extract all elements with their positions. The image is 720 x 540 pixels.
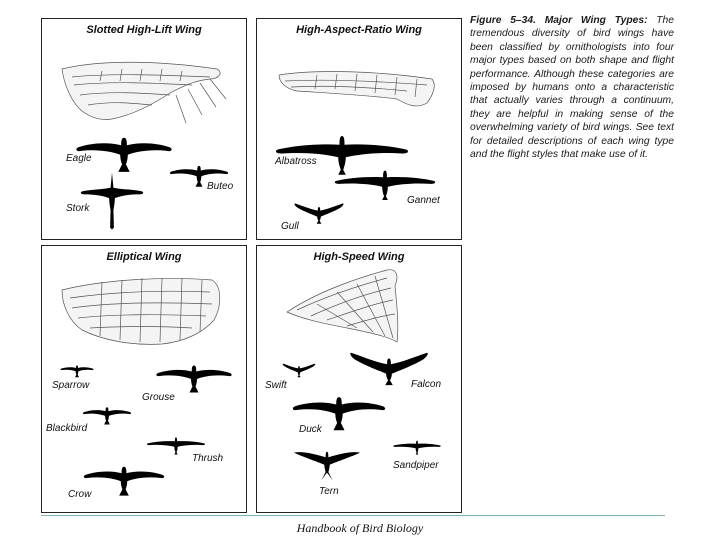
grouse-silhouette xyxy=(156,366,231,393)
crow-silhouette xyxy=(84,467,164,496)
book-title: Handbook of Bird Biology xyxy=(296,521,424,535)
figure-caption xyxy=(470,14,674,161)
label-stork: Stork xyxy=(66,203,90,214)
label-albatross: Albatross xyxy=(275,156,317,167)
label-falcon: Falcon xyxy=(411,379,442,390)
label-crow: Crow xyxy=(68,489,92,500)
label-eagle: Eagle xyxy=(66,153,92,164)
label-duck: Duck xyxy=(299,424,322,435)
panel-high-aspect-ratio-wing xyxy=(256,18,462,240)
label-sandpiper: Sandpiper xyxy=(393,460,439,471)
label-thrush: Thrush xyxy=(192,453,224,464)
swift-silhouette xyxy=(283,364,316,378)
wing-drawing xyxy=(287,270,398,342)
caption-text: The tremendous diversity of bird wings have been classified by ornithologists into four major types based on both shape and flight performance. Although these categories are imposed by humans onto a characteristic that actually varies through a continuum, they are helpful in making sense of the overwhelming variety of bird wings. See text for detailed descriptions of each wing type and the flight styles that make use of it. xyxy=(470,15,674,161)
panel-slotted-high-lift-wing xyxy=(41,18,247,240)
panel-title: Elliptical Wing xyxy=(106,251,182,263)
stork-silhouette xyxy=(81,173,143,230)
footer-divider xyxy=(41,515,665,516)
label-grouse: Grouse xyxy=(142,392,175,403)
label-gull: Gull xyxy=(281,221,299,232)
aspect-wing-illustration xyxy=(257,19,463,241)
sandpiper-silhouette xyxy=(393,441,441,455)
figure-number: Figure 5–34. Major Wing Types: xyxy=(470,15,648,26)
label-blackbird: Blackbird xyxy=(46,423,88,434)
gull-silhouette xyxy=(295,203,344,223)
label-swift: Swift xyxy=(265,380,287,391)
blackbird-silhouette xyxy=(83,407,131,424)
label-tern: Tern xyxy=(319,486,339,497)
panel-title: High-Speed Wing xyxy=(313,251,405,263)
panel-title: High-Aspect-Ratio Wing xyxy=(296,24,422,36)
label-sparrow: Sparrow xyxy=(52,380,90,391)
panel-title: Slotted High-Lift Wing xyxy=(86,24,202,36)
panel-elliptical-wing xyxy=(41,245,247,513)
sparrow-silhouette xyxy=(60,365,93,377)
wing-drawing xyxy=(62,62,226,123)
label-buteo: Buteo xyxy=(207,181,234,192)
panel-high-speed-wing xyxy=(256,245,462,513)
wing-drawing xyxy=(62,278,220,344)
label-gannet: Gannet xyxy=(407,195,440,206)
thrush-silhouette xyxy=(147,437,205,454)
tern-silhouette xyxy=(294,452,360,481)
wing-drawing xyxy=(279,72,434,106)
